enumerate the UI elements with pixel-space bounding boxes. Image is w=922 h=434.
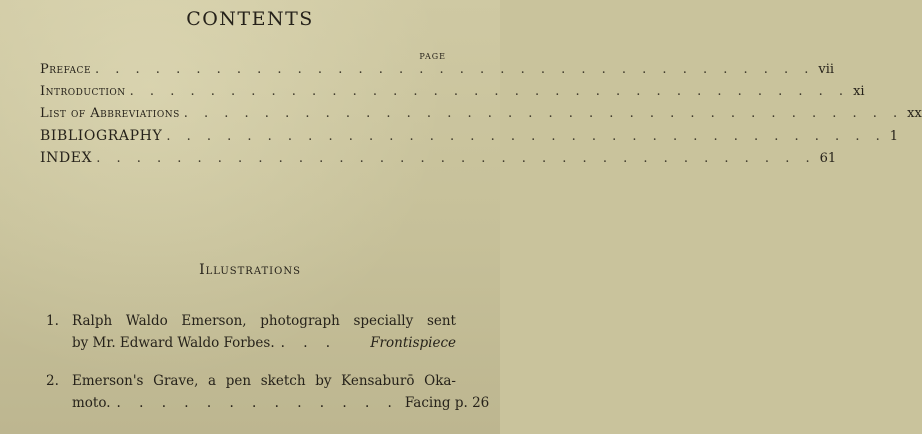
illustration-item-1	[46, 313, 456, 357]
toc-entry-introduction	[40, 84, 865, 106]
toc-entry-label: BIBLIOGRAPHY	[40, 128, 163, 144]
toc-entry-page: xx	[907, 106, 922, 121]
illustration-item-2	[46, 373, 490, 417]
toc-entry-label: Preface	[40, 62, 92, 77]
page-column-label: PAGE	[419, 52, 446, 61]
illustration-caption-line1: Emerson's Grave, a pen sketch by Kensaburō Oka-	[72, 373, 456, 389]
toc-entry-abbreviations	[40, 106, 922, 128]
dot-leader: . . . . . . . . . . . . . . . . . . . . . . . . . . . . . . . . . . . .	[183, 106, 904, 121]
contents-title: CONTENTS	[186, 8, 314, 30]
toc-entry-label: Introduction	[40, 84, 126, 99]
toc-entry-page: 1	[889, 129, 899, 144]
illustration-number: 2.	[46, 373, 59, 389]
dot-leader: . . . . . . . . . . . . .	[116, 395, 399, 411]
dot-leader: . . . . . . . . . . . . . . . . . . . . . . . . . . . . . . . . . . . .	[95, 62, 815, 77]
toc-entry-bibliography	[40, 128, 899, 150]
dot-leader: . . . . . . . . . . . . . . . . . . . . . . . . . . . . . . . . . . . .	[129, 84, 850, 99]
toc-entry-preface	[40, 62, 835, 84]
illustration-number: 1.	[46, 313, 59, 329]
illustration-caption-line2: by Mr. Edward Waldo Forbes.	[72, 335, 275, 351]
toc-entry-page: 61	[819, 151, 837, 166]
illustration-caption-line2: moto.	[72, 395, 111, 411]
dot-leader: . . . . . . . . . . . . . . . . . . . . . . . . . . . . . . . . . . . .	[96, 151, 816, 166]
toc-entry-label: INDEX	[40, 150, 93, 166]
toc-entry-index	[40, 150, 837, 172]
illustration-reference: Frontispiece	[370, 335, 456, 351]
illustration-reference: Facing p. 26	[404, 395, 490, 411]
illustration-caption-line1: Ralph Waldo Emerson, photograph specially sent	[72, 313, 456, 329]
dot-leader: . . .	[280, 335, 338, 351]
toc-entry-label: List of Abbreviations	[40, 106, 180, 121]
illustrations-heading: Illustrations	[199, 262, 301, 278]
contents-list	[40, 62, 922, 172]
toc-entry-page: vii	[818, 62, 835, 77]
toc-entry-page: xi	[853, 84, 865, 99]
dot-leader: . . . . . . . . . . . . . . . . . . . . . . . . . . . . . . . . . . . .	[166, 129, 886, 144]
